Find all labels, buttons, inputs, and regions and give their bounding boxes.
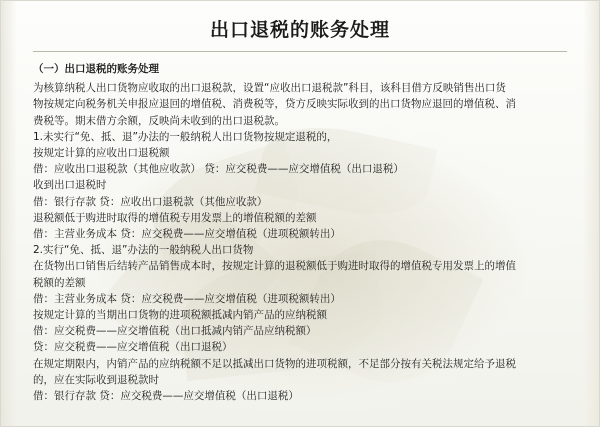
- body-line: 费税等。期末借方余额，反映尚未收到的出口退税款。: [33, 114, 285, 127]
- body-line: 按规定计算的应收出口退税额: [33, 147, 170, 160]
- body-line: 借：应交税费——应交增值税（出口抵减内销产品应纳税额）: [33, 325, 317, 338]
- page-title: 出口退税的账务处理: [209, 19, 390, 41]
- body-line: 借：银行存款 贷：应交税费——应交增值税（出口退税）: [33, 390, 299, 403]
- body-line: 借：主营业务成本 贷：应交税费——应交增值税（进项税额转出）: [33, 292, 341, 305]
- body-line: 借：银行存款 贷：应收出口退税款（其他应收款）: [33, 195, 268, 208]
- body-line: 借：应收出口退税款（其他应收款） 贷：应交税费——应交增值税（出口退税）: [33, 163, 404, 176]
- section-heading: （一）出口退税的账务处理: [33, 63, 159, 75]
- body-line: 退税额低于购进时取得的增值税专用发票上的增值税额的差额: [33, 211, 317, 224]
- body-line: 2.实行“免、抵、退”办法的一般纳税人出口货物: [33, 244, 254, 257]
- body-line: 的，应在实际收到退税款时: [33, 373, 159, 386]
- body-line: 1.未实行“免、抵、退”办法的一般纳税人出口货物按规定退税的，: [33, 130, 338, 143]
- body-line: 在货物出口销售后结转产品销售成本时，按规定计算的退税额低于购进时取得的增值税专用发票上的增值: [33, 260, 516, 273]
- body-line: 为核算纳税人出口货物应收取的出口退税款，设置“应收出口退税款”科目，该科目借方反映销售出口货: [33, 82, 506, 95]
- body-line: 税额的差额: [33, 276, 86, 289]
- body-line: 借：主营业务成本 贷：应交税费——应交增值税（进项税额转出）: [33, 228, 341, 241]
- body-line: 贷：应交税费——应交增值税（出口退税）: [33, 341, 233, 354]
- body-line: 收到出口退税时: [33, 179, 107, 192]
- body-line: 物按规定向税务机关申报应退回的增值税、消费税等，贷方反映实际收到的出口货物应退回的增值税、消: [33, 98, 516, 111]
- body-line: 在规定期限内，内销产品的应纳税额不足以抵减出口货物的进项税额，不足部分按有关税法规定给予退税: [33, 357, 516, 370]
- slide-body: [1, 52, 599, 404]
- body-line: 按规定计算的当期出口货物的进项税额抵减内销产品的应纳税额: [33, 309, 327, 322]
